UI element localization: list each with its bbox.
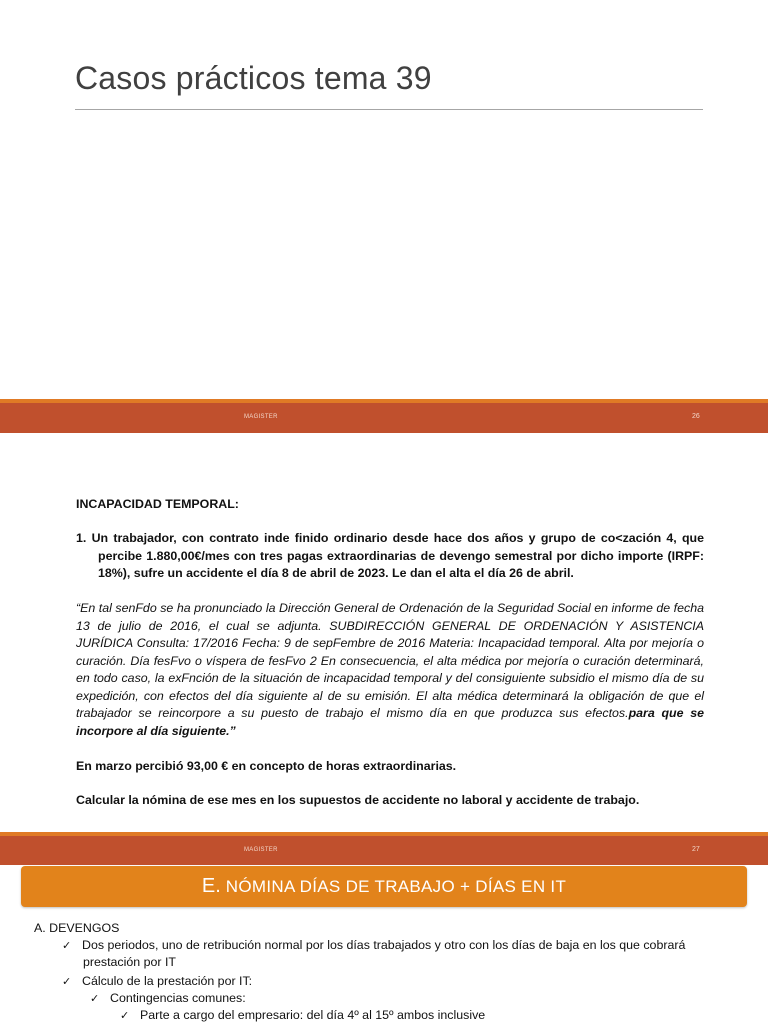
slide-title: Casos prácticos tema 39 [75,60,432,96]
page-number: 26 [692,413,700,420]
list-item-text: Cálculo de la prestación por IT: [82,974,253,988]
list-item-text: Dos periodos, uno de retribución normal por los días trabajados y otro con los días de baja en los que cobrará [82,938,686,952]
slide-footer [0,399,768,433]
checkmark-icon: ✓ [120,1009,130,1022]
case-statement: 1. Un trabajador, con contrato inde finido ordinario desde hace dos años y grupo de co<zación 4, que percibe 1.880,00€/mes con tres pagas extraordinarias de devengo semestral por dicho importe (IRPF: 18%), sufre un accidente el día 8 de abril de 2023. Le dan el alta el día 26 de abril. [76,531,704,580]
list-item-text: Contingencias comunes: [110,991,246,1005]
list-item-text-continued: prestación por IT [83,955,176,969]
banner-title: NÓMINA DÍAS DE TRABAJO + DÍAS EN IT [220,877,567,896]
legal-quote-emphasis: para que se incorpore al día siguiente.” [76,706,704,738]
list-item-text: Parte a cargo del empresario: del día 4º al 15º ambos inclusive [140,1008,486,1022]
list-item [62,937,742,971]
checkmark-icon: ✓ [62,939,72,952]
banner-letter: E. [201,875,221,897]
checkmark-icon: ✓ [90,992,100,1005]
page-number: 27 [692,846,700,853]
section-heading: INCAPACIDAD TEMPORAL: [76,497,239,511]
list-item [120,1007,485,1024]
section-banner [21,866,747,907]
list-item [62,973,252,990]
legal-quote-text: “En tal senFdo se ha pronunciado la Dirección General de Ordenación de la Seguridad Social en informe de fecha 13 de julio de 2016, el cual se adjunta. SUBDIRECCIÓN GENERAL DE ORDENACIÓN Y ASISTENCIA JURÍDICA Consulta: 17/2016 Fecha: 9 de sepFembre de 2016 Materia: Incapacidad temporal. Alta por mejoría o curación. Día fesFvo o víspera de fesFvo 2 En consecuencia, el alta médica por mejoría o curación determinará, en todo caso, la exFnción de la situación de incapacidad temporal y del consiguiente subsidio el mismo día de su expedición, con efectos del día siguiente al de su emisión. El alta médica determinará la obligación de que el trabajador se reincorpore a su puesto de trabajo el mismo día en que produzca sus efectos. [76,601,704,720]
checkmark-icon: ✓ [62,975,72,988]
slide-footer [0,832,768,865]
footer-brand: MAGISTER [244,847,278,853]
footer-brand: MAGISTER [244,414,278,420]
devengos-heading: A. DEVENGOS [34,921,120,935]
legal-quote [76,600,704,740]
list-item [90,990,246,1007]
task-statement: Calcular la nómina de ese mes en los supuestos de accidente no laboral y accidente de trabajo. [76,793,640,807]
title-divider [75,109,703,110]
overtime-note: En marzo percibió 93,00 € en concepto de horas extraordinarias. [76,759,457,773]
